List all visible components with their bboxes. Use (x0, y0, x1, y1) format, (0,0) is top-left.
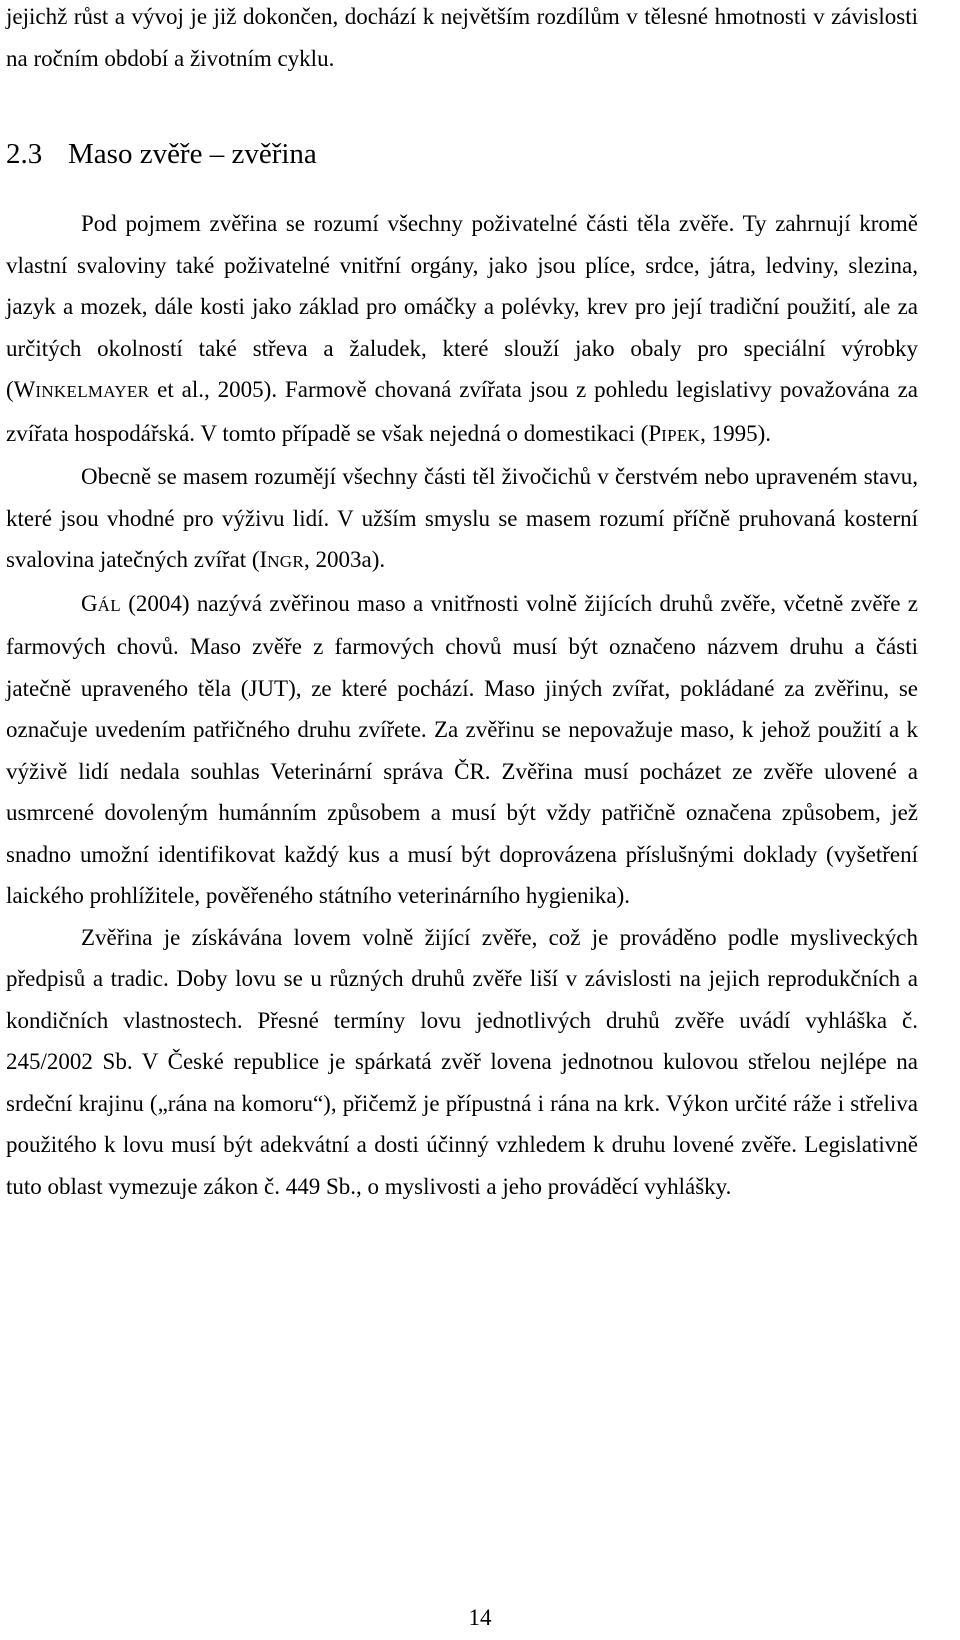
section-heading (6, 132, 317, 176)
paragraph-2 (6, 456, 918, 583)
citation-author-rest: NGR (267, 552, 304, 571)
citation-author-initial: P (648, 420, 662, 446)
section-title: Maso zvěře – zvěřina (68, 138, 317, 170)
paragraph-fragment: jejichž růst a vývoj je již dokončen, dochází k největším rozdílům v tělesné hmotnosti v závislosti na ročním období a životním cyklu. (6, 4, 918, 71)
page-number: 14 (468, 1605, 492, 1630)
paragraph-2-text-b: , 2003a). (304, 547, 386, 572)
paragraph-1-text-b: et al., 2005). Farmově chovaná zvířata jsou z pohledu legislativy považována za zvířata hospodářská. V tomto případě se však nejedná o domestikaci ( (6, 377, 918, 446)
paragraph-3-text: (2004) nazývá zvěřinou maso a vnitřnosti volně žijících druhů zvěře, včetně zvěře z farmových chovů. Maso zvěře z farmových chovů musí být označeno názvem druhu a části jatečně upraveného těla (JUT), ze které pochází. Maso jiných zvířat, pokládané za zvěřinu, se označuje uvedením patřičného druhu zvířete. Za zvěřinu se nepovažuje maso, k jehož použití a k výživě lidí nedala souhlas Veterinární správa ČR. Zvěřina musí pocházet ze zvěře ulovené a usmrcené dovoleným humánním způsobem a musí být vždy patřičně označena způsobem, jež snadno umožní identifikovat každý kus a musí být doprovázena příslušnými doklady (vyšetření laického prohlížitele, pověřeného státního veterinárního hygienika). (6, 590, 918, 908)
citation-author-rest: INKELMAYER (35, 382, 150, 401)
paragraph-4: Zvěřina je získávána lovem volně žijící zvěře, což je prováděno podle mysliveckých předpisů a tradic. Doby lovu se u různých druhů zvěře liší v závislosti na jejich reprodukčních a kondičních vlastnostech. Přesné termíny lovu jednotlivých druhů zvěře uvádí vyhláška č. 245/2002 Sb. V České republice je spárkatá zvěř lovena jednotnou kulovou střelou nejlépe na srdeční krajinu („rána na komoru“), přičemž je přípustná i rána na krk. Výkon určité ráže i střeliva použitého k lovu musí být adekvátní a dosti účinný vzhledem k druhu lovené zvěře. Legislativně tuto oblast vymezuje zákon č. 449 Sb., o myslivosti a jeho prováděcí vyhlášky. (6, 924, 918, 1199)
citation-author-rest: ÁL (97, 595, 121, 615)
paragraph-1-text-a: Pod pojmem zvěřina se rozumí všechny poživatelné části těla zvěře. Ty zahrnují kromě vlastní svaloviny také poživatelné vnitřní orgány, jako jsou plíce, srdce, játra, ledviny, slezina, jazyk a mozek, dále kosti jako základ pro omáčky a polévky, krev pro její tradiční použití, ale za určitých okolností také střeva a žaludek, které slouží jako obaly pro speciální výrobky ( (6, 211, 918, 402)
continued-paragraph (6, 0, 918, 79)
citation-author-initial: G (81, 590, 98, 616)
paragraph-3 (6, 583, 918, 917)
paragraph-1 (6, 203, 918, 456)
paragraph-1-text-c: , 1995). (700, 420, 772, 446)
section-body (6, 203, 918, 1207)
citation-author-rest: IPEK (661, 425, 701, 445)
paragraph-2-text-a: Obecně se masem rozumějí všechny části těl živočichů v čerstvém nebo upraveném stavu, které jsou vhodné pro výživu lidí. V užším smyslu se masem rozumí příčně pruhovaná kosterní svalovina jatečných zvířat ( (6, 464, 918, 572)
citation-author-initial: W (13, 377, 36, 402)
citation-author-initial: I (259, 547, 268, 572)
section-number: 2.3 (6, 138, 43, 170)
